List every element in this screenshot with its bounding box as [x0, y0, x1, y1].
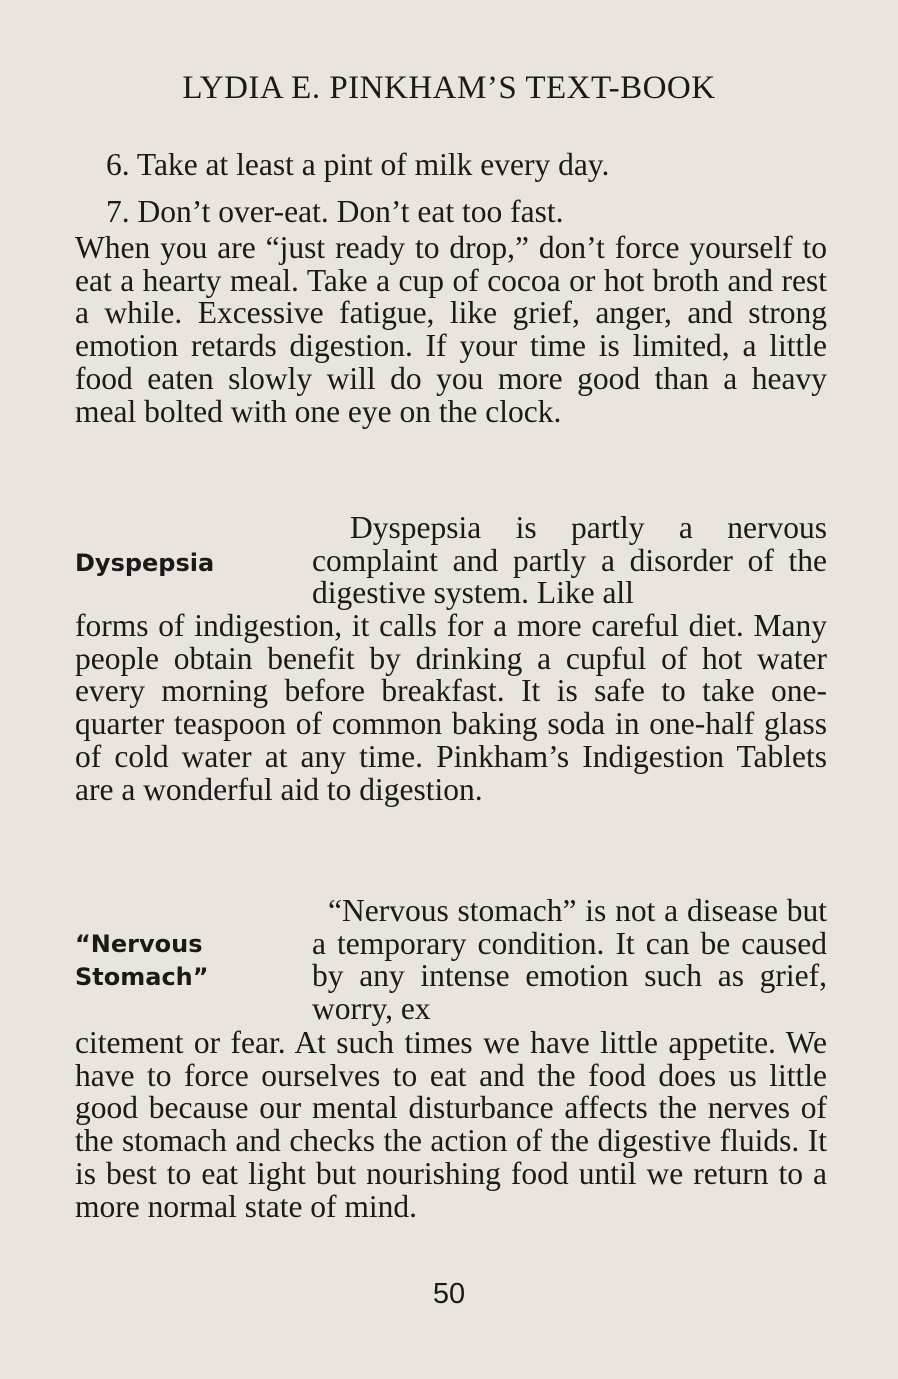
side-heading-stomach: Stomach” — [75, 963, 209, 991]
dyspepsia-lead: Dyspepsia is partly a nervous complaint and partly a disorder of the digestive system. Like all — [312, 510, 827, 611]
list-item-7: 7. Don’t over-eat. Don’t eat too fast. — [106, 194, 564, 229]
running-head: LYDIA E. PINKHAM’S TEXT-BOOK — [182, 70, 716, 106]
nervous-stomach-lead: “Nervous stomach” is not a disease but a temporary condition. It can be caused by any intense emotion such as grief, worry, ex — [312, 893, 827, 1027]
paragraph-fatigue: When you are “just ready to drop,” don’t force yourself to eat a hearty meal. Take a cup of cocoa or hot broth and rest a while. Excessive fatigue, like grief, anger, and strong emotion retards digestion. If your time is limited, a little food eaten slowly will do you more good than a heavy meal bolted with one eye on the clock. — [75, 230, 827, 429]
list-item-6: 6. Take at least a pint of milk every day. — [106, 147, 610, 182]
side-heading-nervous: “Nervous — [75, 930, 203, 958]
page-number: 50 — [432, 1278, 466, 1310]
nervous-stomach-body: citement or fear. At such times we have little appetite. We have to force ourselves to eat and the food does us little good because our mental disturbance affects the nerves of the stomach and checks the action of the digestive fluids. It is best to eat light but nourishing food until we return to a more normal state of mind. — [75, 1025, 827, 1224]
side-heading-dyspepsia: Dyspepsia — [75, 549, 215, 577]
dyspepsia-body: forms of indigestion, it calls for a more careful diet. Many people obtain benefit by drinking a cupful of hot water every morning before breakfast. It is safe to take one-quarter teaspoon of common baking soda in one-half glass of cold water at any time. Pinkham’s Indigestion Tablets are a wonderful aid to digestion. — [75, 608, 827, 807]
